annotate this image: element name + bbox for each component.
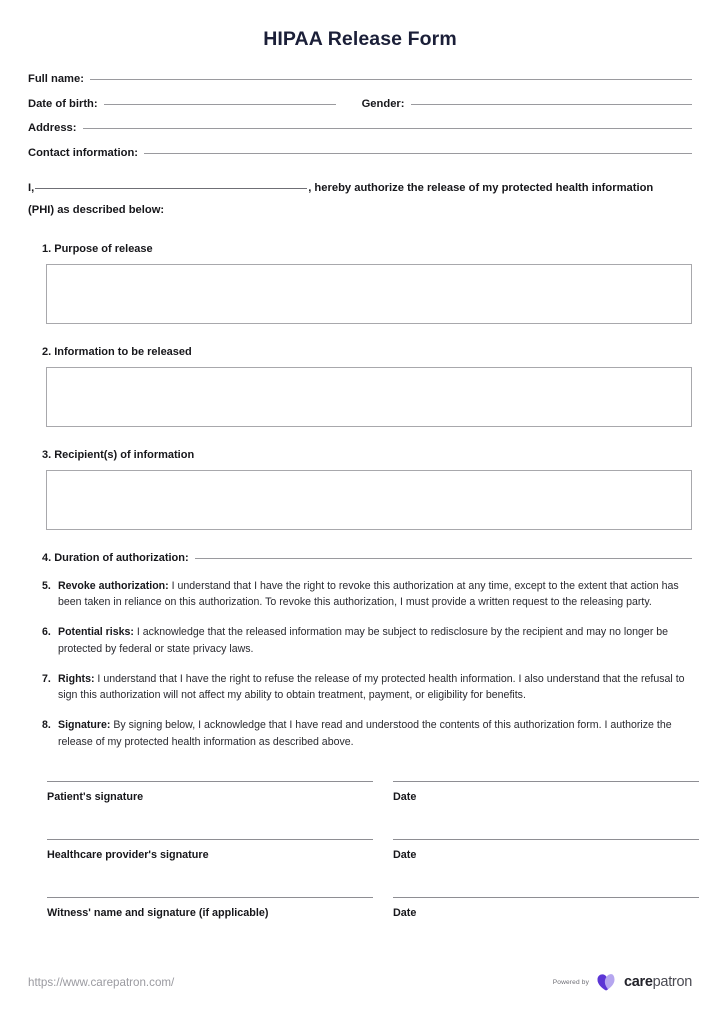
patient-date-field[interactable] bbox=[393, 781, 699, 803]
signature-row-patient bbox=[28, 781, 692, 803]
authorizer-name-input[interactable] bbox=[35, 188, 307, 189]
witness-date-label: Date bbox=[393, 906, 417, 919]
section-heading-purpose: 1. Purpose of release bbox=[42, 242, 153, 255]
clause-number: 6. bbox=[42, 626, 51, 639]
witness-signature-label: Witness' name and signature (if applicable) bbox=[47, 906, 269, 919]
clause-term: Signature: bbox=[58, 719, 111, 732]
clause-number: 5. bbox=[42, 579, 51, 592]
purpose-of-release-textbox[interactable] bbox=[46, 264, 692, 324]
signature-row-provider bbox=[28, 839, 692, 861]
signature-line bbox=[393, 839, 699, 840]
witness-date-field[interactable] bbox=[393, 897, 699, 919]
clause-text: I understand that I have the right to refuse the release of my protected health information. I also understand that the refusal to sign this authorization will not affect my ability to obtain treatment, payment, or eligibility for benefits. bbox=[58, 672, 685, 702]
spacer bbox=[28, 221, 692, 243]
clause-text: I acknowledge that the released information may be subject to redisclosure by the recipient and may no longer be protected by federal or state privacy laws. bbox=[58, 626, 669, 655]
carepatron-url-link[interactable]: https://www.carepatron.com/ bbox=[28, 975, 175, 989]
clause-term: Revoke authorization: bbox=[58, 579, 169, 592]
brand-word-light: patron bbox=[652, 974, 692, 990]
field-row-duration bbox=[42, 552, 692, 564]
authorization-line-1 bbox=[28, 179, 692, 199]
clause-potential-risks bbox=[42, 624, 692, 657]
field-row-full-name bbox=[28, 73, 692, 85]
patient-date-label: Date bbox=[393, 790, 417, 803]
clause-signature bbox=[42, 717, 692, 750]
section-heading-information: 2. Information to be released bbox=[42, 345, 192, 358]
clause-text: I understand that I have the right to revoke this authorization at any time, except to the extent that action has been taken in reliance on this authorization. To revoke this authorization, I must provide a written request to the releasing party. bbox=[58, 579, 679, 609]
signature-line bbox=[47, 781, 373, 782]
signature-line bbox=[47, 839, 373, 840]
information-to-be-released-textbox[interactable] bbox=[46, 367, 692, 427]
date-of-birth-input[interactable] bbox=[104, 104, 336, 105]
spacer bbox=[28, 427, 692, 449]
signature-area bbox=[0, 781, 720, 919]
provider-date-field[interactable] bbox=[393, 839, 699, 861]
spacer bbox=[28, 324, 692, 346]
clause-text-container bbox=[58, 717, 692, 750]
page-title: HIPAA Release Form bbox=[263, 28, 457, 50]
clause-text: By signing below, I acknowledge that I have read and understood the contents of this authorization form. I authorize the release of my protected health information as described above. bbox=[58, 719, 672, 748]
patient-signature-label: Patient's signature bbox=[47, 790, 144, 803]
signature-line bbox=[47, 897, 373, 898]
provider-date-label: Date bbox=[393, 848, 417, 861]
full-name-label: Full name: bbox=[28, 73, 84, 85]
carepatron-logo-icon bbox=[596, 972, 617, 993]
address-input[interactable] bbox=[83, 128, 693, 129]
clause-number: 8. bbox=[42, 719, 51, 732]
recipients-of-information-textbox[interactable] bbox=[46, 470, 692, 530]
carepatron-branding bbox=[553, 972, 692, 993]
witness-signature-field[interactable] bbox=[47, 897, 373, 919]
gender-input[interactable] bbox=[411, 104, 692, 105]
patient-signature-field[interactable] bbox=[47, 781, 373, 803]
gender-label: Gender: bbox=[361, 97, 405, 110]
brand-word-bold: care bbox=[624, 974, 653, 990]
spacer bbox=[28, 530, 692, 552]
contact-information-label: Contact information: bbox=[28, 146, 139, 159]
field-row-dob-gender bbox=[28, 98, 692, 110]
page-footer bbox=[0, 968, 720, 996]
authorization-statement bbox=[28, 179, 692, 221]
clause-term: Potential risks: bbox=[58, 626, 134, 639]
field-row-contact-information bbox=[28, 147, 692, 159]
carepatron-wordmark bbox=[624, 974, 692, 990]
clause-text-container bbox=[58, 578, 692, 611]
clause-rights bbox=[42, 671, 692, 704]
authorization-lead-text: I, bbox=[28, 181, 35, 194]
date-of-birth-label: Date of birth: bbox=[28, 97, 98, 110]
clause-revoke-authorization bbox=[42, 578, 692, 611]
signature-line bbox=[393, 897, 699, 898]
section-heading-recipients: 3. Recipient(s) of information bbox=[42, 448, 195, 461]
form-body bbox=[0, 73, 720, 751]
powered-by-label: Powered by bbox=[552, 978, 590, 986]
signature-row-witness bbox=[28, 897, 692, 919]
contact-information-input[interactable] bbox=[144, 153, 692, 154]
clause-text-container bbox=[58, 624, 692, 657]
clause-text-container bbox=[58, 671, 692, 704]
clause-number: 7. bbox=[42, 672, 51, 685]
field-row-address bbox=[28, 122, 692, 134]
full-name-input[interactable] bbox=[90, 79, 692, 80]
address-label: Address: bbox=[28, 122, 77, 134]
duration-of-authorization-input[interactable] bbox=[195, 558, 692, 559]
duration-of-authorization-label: 4. Duration of authorization: bbox=[42, 551, 189, 564]
clause-term: Rights: bbox=[58, 672, 95, 685]
authorization-tail-text: , hereby authorize the release of my protected health information bbox=[308, 181, 654, 194]
signature-line bbox=[393, 781, 699, 782]
authorization-line-2: (PHI) as described below: bbox=[28, 204, 165, 217]
provider-signature-label: Healthcare provider's signature bbox=[47, 848, 209, 861]
provider-signature-field[interactable] bbox=[47, 839, 373, 861]
